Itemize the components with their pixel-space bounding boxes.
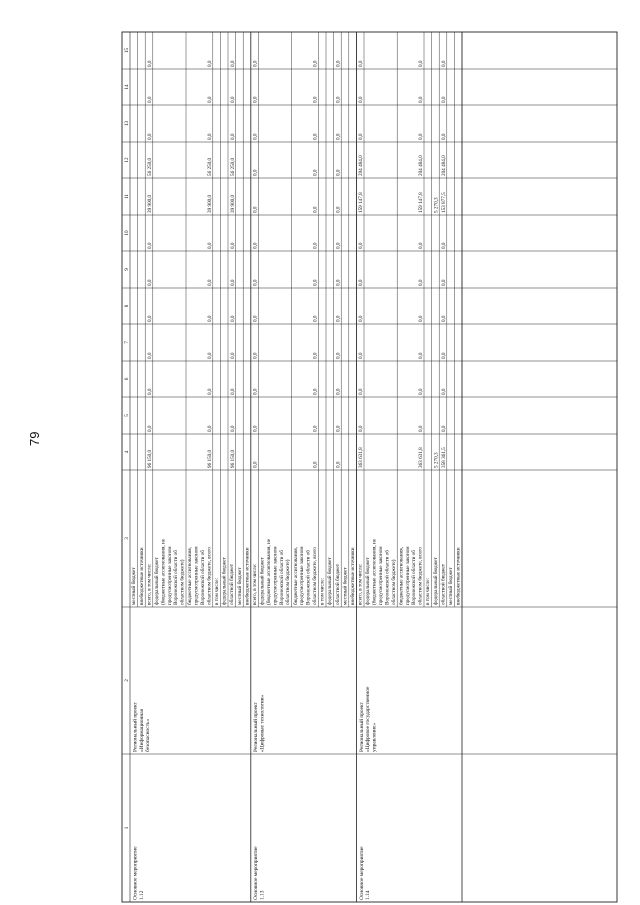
measure-name: 1.13 <box>259 890 266 900</box>
value-cell: 0,0 <box>207 133 213 140</box>
value-cell: 0,0 <box>229 425 236 432</box>
column-header-6: 6 <box>124 377 131 381</box>
row-label: внебюджетные источники <box>455 547 462 605</box>
value-cell: 0,0 <box>418 315 425 322</box>
column-header-10: 10 <box>124 230 131 236</box>
row-label: бюджетные ассигнования, <box>187 547 194 605</box>
value-cell: 0,0 <box>335 169 342 176</box>
value-cell: 0,0 <box>207 96 213 103</box>
value-cell: 0,0 <box>358 388 365 395</box>
row-label: местный бюджет <box>131 567 138 605</box>
measure-name: 1.14 <box>365 890 372 900</box>
value-cell: 363 631,8 <box>358 447 365 468</box>
value-cell: 0,0 <box>207 388 213 395</box>
row-label: предусмотренные законом <box>272 546 279 605</box>
value-cell: 0,0 <box>418 96 425 103</box>
value-cell: 0,0 <box>312 169 319 176</box>
value-cell: 0,0 <box>252 352 259 359</box>
project-name: Региональный проект <box>358 702 365 752</box>
value-cell: 0,0 <box>418 388 425 395</box>
value-cell: 0,0 <box>252 388 259 395</box>
row-label: местный бюджет <box>342 567 349 605</box>
value-cell: 0,0 <box>335 425 342 432</box>
row-label: всего, в том числе: <box>357 563 364 605</box>
value-cell: 56 250,0 <box>229 157 236 176</box>
value-cell: 0,0 <box>312 133 319 140</box>
row-label: федеральный бюджет <box>154 557 160 605</box>
row-label: всего, в том числе: <box>146 563 153 605</box>
value-cell: 0,0 <box>335 206 342 213</box>
row-label: федеральный бюджет <box>327 557 334 605</box>
value-cell: 0,0 <box>441 133 447 140</box>
value-cell: 0,0 <box>147 133 153 140</box>
value-cell: 0,0 <box>312 96 319 103</box>
row-label: предусмотренные законом <box>166 546 173 605</box>
value-cell: 0,0 <box>312 279 319 286</box>
value-cell: 0,0 <box>441 388 447 395</box>
value-cell: 0,0 <box>441 352 447 359</box>
column-header-5: 5 <box>124 414 131 417</box>
project-name: Региональный проект <box>253 702 260 752</box>
value-cell: 0,0 <box>147 352 153 359</box>
value-cell: 0,0 <box>358 279 365 286</box>
value-cell: 0,0 <box>312 242 319 249</box>
column-header-12: 12 <box>124 157 131 163</box>
measure-name: 1.12 <box>138 890 145 900</box>
column-header-7: 7 <box>124 341 131 344</box>
row-label: предусмотренные законом <box>404 546 411 605</box>
value-cell: 0,0 <box>441 96 447 103</box>
value-cell: 39 900,0 <box>207 194 213 213</box>
value-cell: 0,0 <box>229 133 236 140</box>
row-label: Воронежской области об <box>305 550 312 605</box>
row-label: федеральный бюджет <box>259 557 266 605</box>
value-cell: 56 250,0 <box>147 157 153 176</box>
row-label: предусмотренные законом <box>299 546 306 605</box>
project-name: управление» <box>371 722 378 752</box>
value-cell: 0,0 <box>335 242 342 249</box>
value-cell: 0,0 <box>252 206 259 213</box>
value-cell: 0,0 <box>147 279 153 286</box>
value-cell: 159 147,8 <box>418 192 425 213</box>
table-body <box>122 32 617 902</box>
value-cell: 39 900,0 <box>229 194 236 213</box>
measure-name: Основное мероприятие <box>253 846 260 900</box>
column-header-3: 3 <box>124 537 131 540</box>
value-cell: 0,0 <box>252 461 259 468</box>
value-cell: 0,0 <box>252 425 259 432</box>
value-cell: 0,0 <box>252 60 259 67</box>
value-cell: 0,0 <box>252 279 259 286</box>
value-cell: 0,0 <box>229 388 236 395</box>
column-header-14: 14 <box>124 84 131 90</box>
value-cell: 0,0 <box>229 242 236 249</box>
value-cell: 0,0 <box>358 96 365 103</box>
row-label: областном бюджете) <box>390 559 397 605</box>
value-cell: 0,0 <box>335 133 342 140</box>
value-cell: 0,0 <box>312 315 319 322</box>
value-cell: 0,0 <box>441 315 447 322</box>
project-name: «Цифровые технологии» <box>259 694 266 752</box>
project-name: Региональный проект <box>132 702 139 752</box>
row-label: областной бюджет <box>229 564 236 605</box>
value-cell: 0,0 <box>418 279 425 286</box>
row-label: Воронежской области об <box>384 550 391 605</box>
row-label: бюджетные ассигнования, <box>292 547 299 605</box>
row-label: предусмотренные законом <box>193 546 200 605</box>
value-cell: 0,0 <box>229 352 236 359</box>
row-label: областном бюджете, всего <box>206 547 213 605</box>
row-label: всего, в том числе: <box>252 563 258 605</box>
measure-name: Основное мероприятие <box>358 846 365 900</box>
value-cell: 0,0 <box>418 352 425 359</box>
row-label: федеральный бюджет <box>365 557 372 605</box>
value-cell: 0,0 <box>441 60 447 67</box>
row-label: (бюджетные ассигнования, не <box>160 538 167 605</box>
column-header-11: 11 <box>124 194 131 199</box>
value-cell: 0,0 <box>335 388 342 395</box>
row-label: Воронежской области об <box>278 550 285 605</box>
row-label: Воронежской области об <box>173 550 180 605</box>
value-cell: 204 484,0 <box>418 155 425 176</box>
row-label: областном бюджете, всего <box>417 547 424 605</box>
column-header-2: 2 <box>124 679 131 682</box>
value-cell: 0,0 <box>358 242 365 249</box>
value-cell: 0,0 <box>335 279 342 286</box>
value-cell: 0,0 <box>335 461 342 468</box>
value-cell: 0,0 <box>147 388 153 395</box>
column-header-4: 4 <box>124 450 131 454</box>
row-label: (бюджетные ассигнования, не <box>266 538 272 605</box>
value-cell: 204 484,0 <box>441 155 447 176</box>
value-cell: 0,0 <box>252 315 259 322</box>
column-header-13: 13 <box>124 120 131 127</box>
value-cell: 0,0 <box>312 206 319 213</box>
value-cell: 0,0 <box>335 96 342 103</box>
value-cell: 0,0 <box>358 425 365 432</box>
row-label: (бюджетные ассигнования, не <box>371 538 378 605</box>
value-cell: 363 631,8 <box>418 447 425 468</box>
row-label: в том числе: <box>319 577 326 605</box>
row-label: внебюджетные источники <box>138 547 145 605</box>
measure-name: Основное мероприятие <box>132 846 139 900</box>
value-cell: 0,0 <box>312 60 319 67</box>
row-label: областном бюджете, всего <box>312 547 318 605</box>
column-header-15: 15 <box>124 47 131 54</box>
value-cell: 5 270,3 <box>433 197 440 213</box>
row-label: местный бюджет <box>236 567 243 605</box>
row-label: областном бюджете) <box>179 559 186 605</box>
value-cell: 0,0 <box>207 60 213 67</box>
value-cell: 0,0 <box>441 242 447 249</box>
value-cell: 96 150,0 <box>229 449 236 468</box>
value-cell: 0,0 <box>252 242 259 249</box>
row-label: федеральный бюджет <box>221 557 228 605</box>
value-cell: 0,0 <box>312 388 319 395</box>
value-cell: 0,0 <box>207 315 213 322</box>
value-cell: 0,0 <box>147 242 153 249</box>
row-label: федеральный бюджет <box>432 557 439 605</box>
value-cell: 0,0 <box>358 315 365 322</box>
value-cell: 0,0 <box>147 60 153 67</box>
row-label: Воронежской области об <box>411 550 418 605</box>
value-cell: 0,0 <box>207 425 213 432</box>
value-cell: 96 150,0 <box>207 449 213 468</box>
value-cell: 0,0 <box>418 60 425 67</box>
row-label: внебюджетные источники <box>350 547 356 605</box>
value-cell: 204 484,0 <box>358 155 365 176</box>
column-header-9: 9 <box>124 268 131 271</box>
project-name: «Цифровое государственное <box>365 686 372 752</box>
value-cell: 0,0 <box>252 133 259 140</box>
row-label: областной бюджет <box>440 564 447 605</box>
row-label: предусмотренные законом <box>378 546 384 605</box>
value-cell: 159 147,8 <box>358 192 365 213</box>
table-border <box>122 32 617 902</box>
value-cell: 358 361,5 <box>441 447 447 468</box>
value-cell: 0,0 <box>441 279 447 286</box>
value-cell: 0,0 <box>207 242 213 249</box>
row-label: местный бюджет <box>448 567 454 605</box>
value-cell: 0,0 <box>229 60 236 67</box>
value-cell: 0,0 <box>252 169 259 176</box>
value-cell: 0,0 <box>312 352 319 359</box>
row-label: внебюджетные источники <box>244 547 251 605</box>
value-cell: 0,0 <box>358 60 365 67</box>
value-cell: 96 150,0 <box>147 449 153 468</box>
value-cell: 0,0 <box>252 96 259 103</box>
value-cell: 0,0 <box>312 461 319 468</box>
value-cell: 153 877,5 <box>441 192 447 213</box>
value-cell: 0,0 <box>335 315 342 322</box>
value-cell: 0,0 <box>147 315 153 322</box>
value-cell: 0,0 <box>358 133 365 140</box>
value-cell: 0,0 <box>358 352 365 359</box>
value-cell: 0,0 <box>207 352 213 359</box>
row-label: бюджетные ассигнования, <box>398 547 405 605</box>
value-cell: 0,0 <box>441 425 447 432</box>
value-cell: 0,0 <box>229 279 236 286</box>
project-name: «Информационная <box>138 708 145 752</box>
value-cell: 5 270,3 <box>433 452 440 468</box>
value-cell: 0,0 <box>418 133 425 140</box>
value-cell: 56 250,0 <box>207 157 213 176</box>
page-number: 79 <box>27 431 42 446</box>
value-cell: 39 900,0 <box>147 194 153 213</box>
row-label: областном бюджете) <box>285 559 292 605</box>
value-cell: 0,0 <box>229 96 236 103</box>
value-cell: 0,0 <box>335 352 342 359</box>
value-cell: 0,0 <box>312 425 319 432</box>
value-cell: 0,0 <box>229 315 236 322</box>
value-cell: 0,0 <box>207 279 213 286</box>
row-label: в том числе: <box>425 577 432 605</box>
project-name: безопасность» <box>145 718 152 752</box>
row-label: Воронежской области об <box>200 550 206 605</box>
value-cell: 0,0 <box>418 425 425 432</box>
column-header-8: 8 <box>124 304 131 308</box>
value-cell: 0,0 <box>147 96 153 103</box>
value-cell: 0,0 <box>147 425 153 432</box>
value-cell: 0,0 <box>335 60 342 67</box>
row-label: областной бюджет <box>334 564 341 605</box>
value-cell: 0,0 <box>418 242 425 249</box>
row-label: в том числе: <box>214 577 220 605</box>
column-header-1: 1 <box>124 826 131 830</box>
